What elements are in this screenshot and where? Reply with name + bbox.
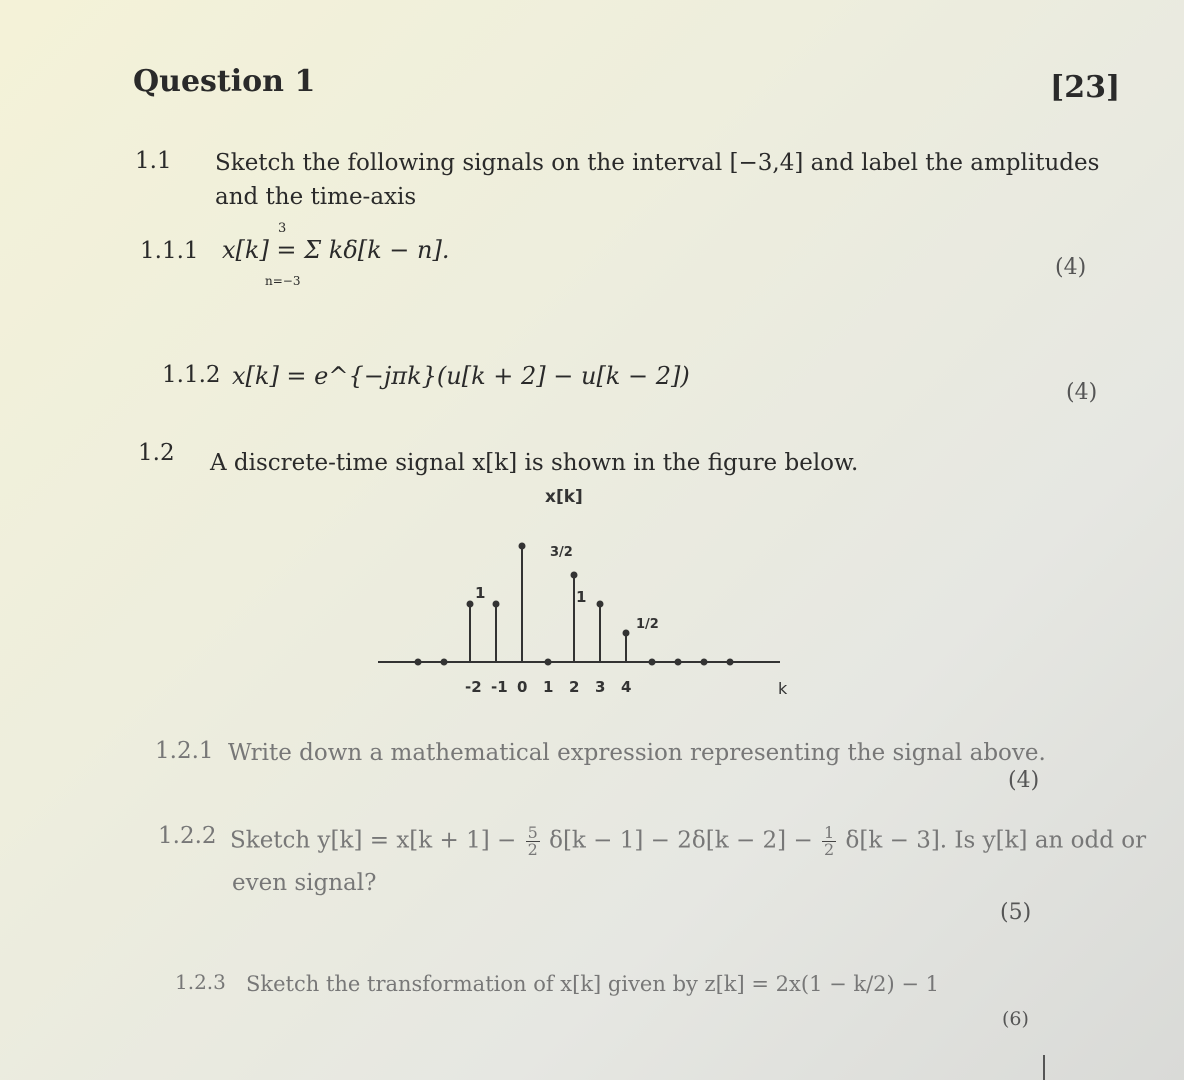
stem-point	[727, 659, 734, 666]
stem-point	[597, 601, 604, 608]
q1-2-number: 1.2	[138, 440, 175, 466]
x-tick-label: -2	[465, 678, 482, 696]
q1-2-3-marks: (6)	[1002, 1008, 1029, 1030]
x-tick-label: 4	[621, 678, 632, 696]
stem-plot	[360, 478, 820, 708]
stems-group	[415, 543, 734, 666]
q1-2-2-marks: (5)	[1000, 900, 1032, 925]
q1-2-2-text-b: δ[k − 1] − 2δ[k − 2] −	[549, 827, 813, 854]
value-label-1b: 1	[576, 588, 587, 606]
q1-2-2-expression	[230, 825, 1146, 858]
sum-lower-limit: n=−3	[265, 274, 301, 288]
sum-upper-limit: 3	[278, 221, 287, 236]
stem-point	[493, 601, 500, 608]
x-tick-label: 3	[595, 678, 606, 696]
stem-point	[675, 659, 682, 666]
q1-1-text-line1: Sketch the following signals on the interval [−3,4] and label the amplitudes	[215, 150, 1100, 176]
q1-2-1-marks: (4)	[1008, 768, 1040, 793]
q1-1-number: 1.1	[135, 148, 172, 174]
q1-1-1-number: 1.1.1	[140, 238, 199, 264]
q1-2-2-text-a: Sketch y[k] = x[k + 1] −	[230, 827, 517, 854]
tick-labels-group	[465, 678, 631, 696]
x-axis-label: k	[778, 679, 788, 698]
x-tick-label: -1	[491, 678, 508, 696]
x-tick-label: 2	[569, 678, 580, 696]
stem-point	[545, 659, 552, 666]
q1-1-1-marks: (4)	[1055, 255, 1087, 280]
fraction-1-2: $\frac{1}{2}$	[824, 823, 835, 859]
q1-2-1-text: Write down a mathematical expression representing the signal above.	[228, 740, 1046, 766]
stem-point	[415, 659, 422, 666]
q1-1-2-expression: x[k] = e^{−jπk}(u[k + 2] − u[k − 2])	[232, 362, 690, 390]
stem-point	[441, 659, 448, 666]
fraction-5-2: $\frac{5}{2}$	[527, 823, 538, 859]
q1-2-3-number: 1.2.3	[175, 970, 226, 994]
value-label-1: 1	[475, 584, 486, 602]
q1-1-1-expression: x[k] = Σ kδ[k − n].	[222, 236, 450, 264]
value-label-3-2: 3/2	[550, 545, 573, 560]
chart-title: x[k]	[545, 487, 583, 507]
q1-1-2-marks: (4)	[1066, 380, 1098, 405]
stem-point	[467, 601, 474, 608]
x-tick-label: 0	[517, 678, 528, 696]
stem-point	[649, 659, 656, 666]
value-label-1-2: 1/2	[636, 617, 659, 632]
x-tick-label: 1	[543, 678, 554, 696]
question-total-marks: [23]	[1050, 70, 1121, 105]
q1-2-3-text: Sketch the transformation of x[k] given by z[k] = 2x(1 − k/2) − 1	[246, 972, 940, 996]
question-title: Question 1	[133, 64, 316, 99]
edge-mark	[1043, 1055, 1045, 1080]
q1-2-2-text-line2: even signal?	[232, 870, 377, 896]
q1-1-text-line2: and the time-axis	[215, 184, 417, 210]
q1-2-2-number: 1.2.2	[158, 823, 217, 849]
q1-2-1-number: 1.2.1	[155, 738, 214, 764]
q1-2-2-text-c: δ[k − 3]. Is y[k] an odd or	[845, 827, 1147, 854]
stem-point	[623, 630, 630, 637]
stem-point	[701, 659, 708, 666]
q1-1-2-number: 1.1.2	[162, 362, 221, 388]
stem-point	[519, 543, 526, 550]
stem-point	[571, 572, 578, 579]
q1-2-text: A discrete-time signal x[k] is shown in the figure below.	[210, 450, 859, 476]
